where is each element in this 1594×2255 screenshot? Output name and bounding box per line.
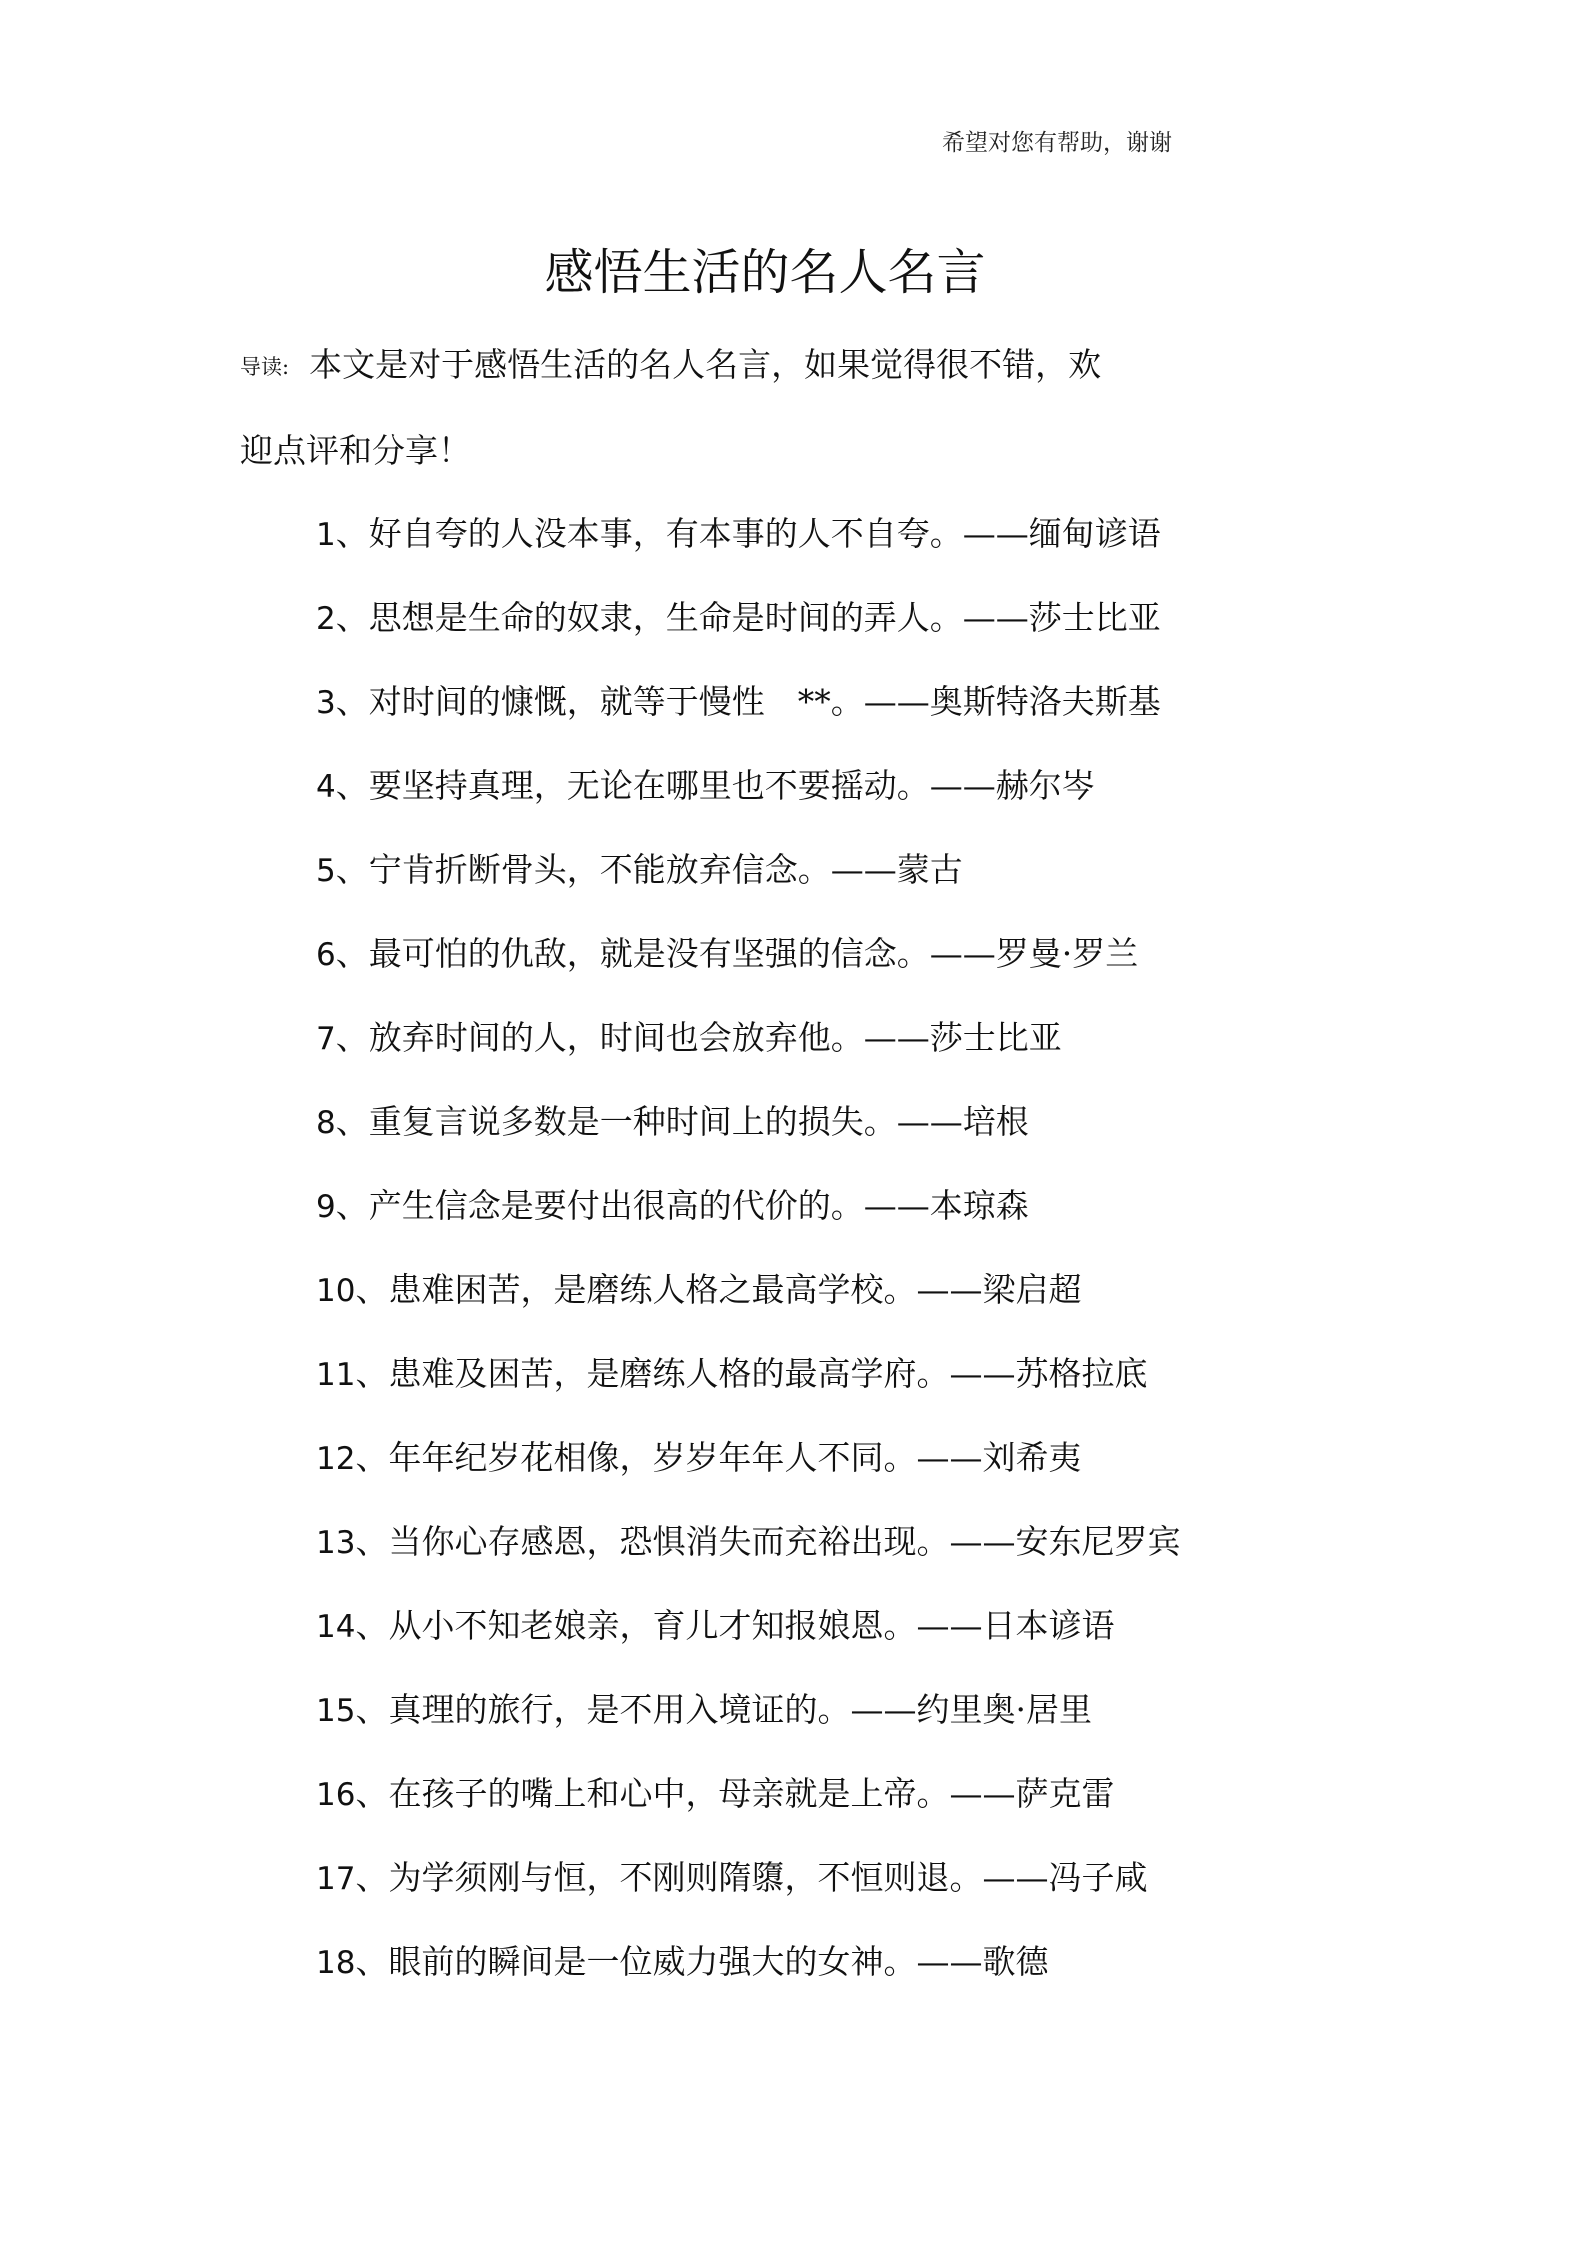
intro-line-2: 迎点评和分享！ — [240, 431, 471, 470]
quote-number: 7 — [316, 1021, 336, 1057]
quote-text: 、从小不知老娘亲，育儿才知报娘恩。——日本谚语 — [355, 1606, 1115, 1645]
document-title: 感悟生活的名人名言 — [544, 244, 986, 301]
quote-item — [316, 1176, 1180, 1260]
quote-text: 、为学须刚与恒，不刚则隋隳，不恒则退。——冯子咸 — [355, 1858, 1148, 1897]
quote-item — [316, 1596, 1180, 1680]
quote-list — [316, 504, 1180, 2016]
quote-number: 8 — [316, 1105, 336, 1141]
quote-text: 、最可怕的仇敌，就是没有坚强的信念。——罗曼·罗兰 — [335, 934, 1139, 973]
quote-number: 18 — [316, 1945, 356, 1981]
quote-number: 17 — [316, 1861, 356, 1897]
quote-text: 、眼前的瞬间是一位威力强大的女神。——歌德 — [355, 1942, 1049, 1981]
quote-number: 13 — [316, 1525, 356, 1561]
quote-text: 、要坚持真理，无论在哪里也不要摇动。——赫尔岑 — [335, 766, 1095, 805]
quote-text: 、真理的旅行，是不用入境证的。——约里奥·居里 — [355, 1690, 1092, 1729]
quote-item — [316, 1260, 1180, 1344]
quote-number: 3 — [316, 685, 336, 721]
quote-text: 、在孩子的嘴上和心中，母亲就是上帝。——萨克雷 — [355, 1774, 1115, 1813]
quote-item — [316, 1848, 1180, 1932]
quote-item — [316, 672, 1180, 756]
quote-item — [316, 924, 1180, 1008]
quote-text: 、宁肯折断骨头，不能放弃信念。——蒙古 — [335, 850, 963, 889]
quote-text: 、放弃时间的人，时间也会放弃他。——莎士比亚 — [335, 1018, 1062, 1057]
quote-number: 16 — [316, 1777, 356, 1813]
intro-paragraph — [240, 334, 1260, 506]
quote-item — [316, 1932, 1180, 2016]
quote-item — [316, 1092, 1180, 1176]
quote-item — [316, 1764, 1180, 1848]
quote-number: 12 — [316, 1441, 356, 1477]
quote-text: 、当你心存感恩，恐惧消失而充裕出现。——安东尼罗宾 — [355, 1522, 1181, 1561]
quote-item — [316, 1512, 1180, 1596]
intro-text-1: 本文是对于感悟生活的名人名言，如果觉得很不错，欢 — [309, 345, 1102, 384]
quote-item — [316, 756, 1180, 840]
intro-line-1 — [240, 334, 1260, 420]
quote-item — [316, 504, 1180, 588]
quote-text: 、产生信念是要付出很高的代价的。——本琼森 — [335, 1186, 1029, 1225]
quote-item — [316, 1344, 1180, 1428]
intro-label: 导读: — [240, 355, 290, 379]
quote-number: 1 — [316, 517, 336, 553]
quote-item — [316, 840, 1180, 924]
header-note: 希望对您有帮助，谢谢 — [942, 130, 1172, 156]
quote-number: 14 — [316, 1609, 356, 1645]
quote-number: 11 — [316, 1357, 356, 1393]
quote-number: 5 — [316, 853, 336, 889]
quote-text: 、重复言说多数是一种时间上的损失。——培根 — [335, 1102, 1029, 1141]
quote-number: 6 — [316, 937, 336, 973]
quote-number: 9 — [316, 1189, 336, 1225]
quote-number: 10 — [316, 1273, 356, 1309]
quote-text: 、思想是生命的奴隶，生命是时间的弄人。——莎士比亚 — [335, 598, 1161, 637]
quote-number: 15 — [316, 1693, 356, 1729]
quote-text: 、年年纪岁花相像，岁岁年年人不同。——刘希夷 — [355, 1438, 1082, 1477]
quote-number: 2 — [316, 601, 336, 637]
quote-item — [316, 1008, 1180, 1092]
quote-item — [316, 1428, 1180, 1512]
quote-text: 、患难困苦，是磨练人格之最高学校。——梁启超 — [355, 1270, 1082, 1309]
quote-item — [316, 1680, 1180, 1764]
quote-text: 、患难及困苦，是磨练人格的最高学府。——苏格拉底 — [355, 1354, 1148, 1393]
quote-item — [316, 588, 1180, 672]
quote-text: 、对时间的慷慨，就等于慢性 **。——奥斯特洛夫斯基 — [335, 682, 1161, 721]
quote-number: 4 — [316, 769, 336, 805]
quote-text: 、好自夸的人没本事，有本事的人不自夸。——缅甸谚语 — [335, 514, 1161, 553]
